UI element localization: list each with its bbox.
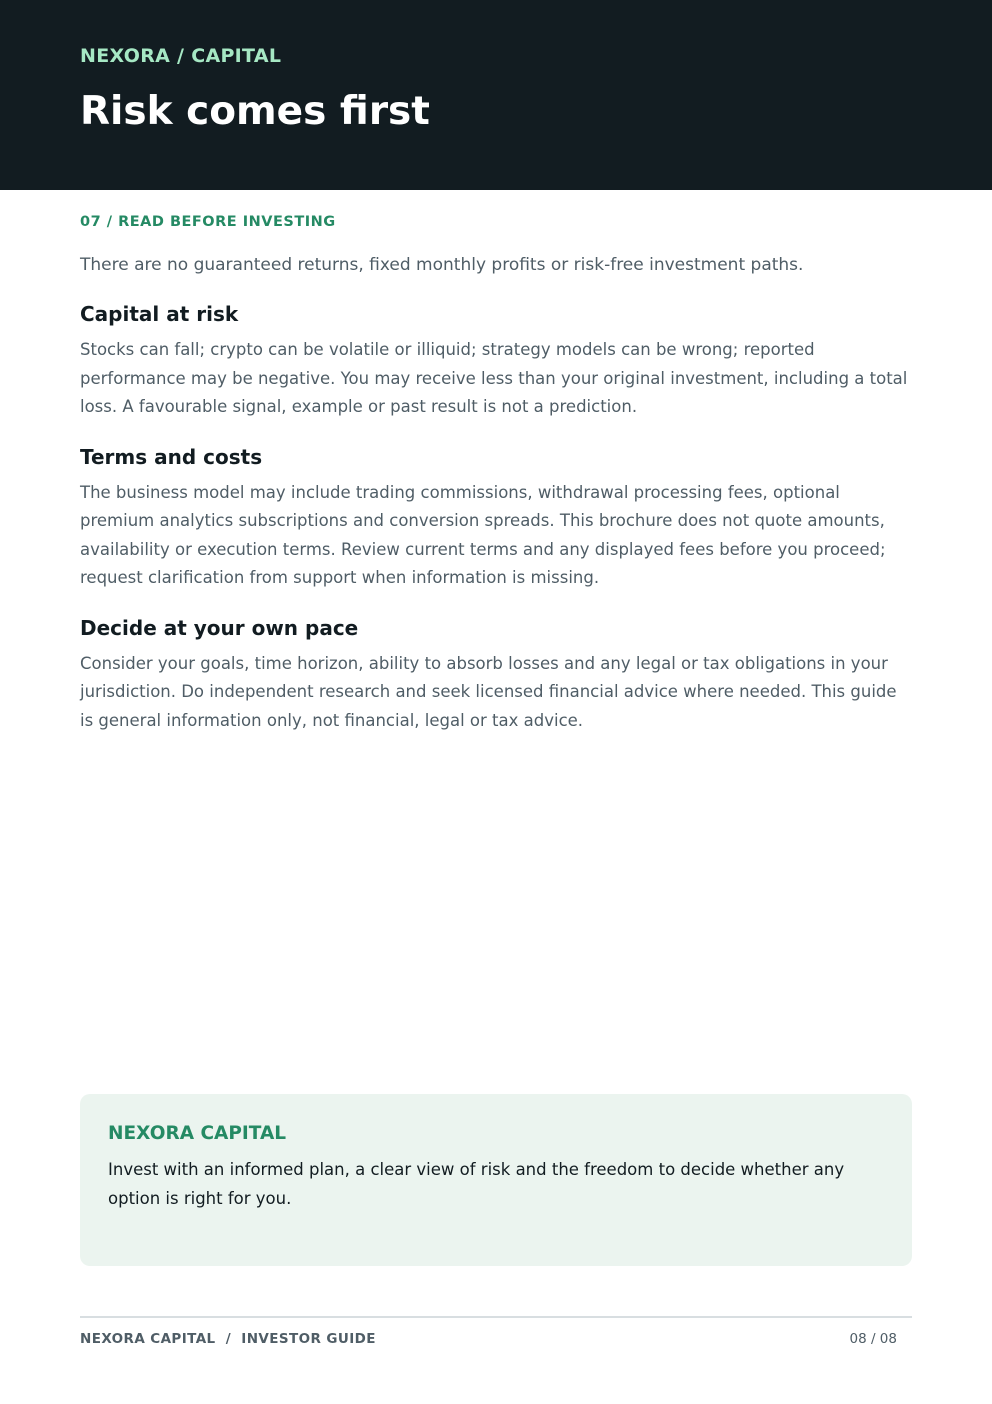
callout-title: NEXORA CAPITAL (108, 1123, 287, 1144)
footer-label: NEXORA CAPITAL / INVESTOR GUIDE (80, 1331, 376, 1347)
section-eyebrow: 07 / READ BEFORE INVESTING (80, 214, 336, 230)
brand-label: NEXORA / CAPITAL (80, 45, 282, 67)
body-decide-at-your-own-pace: Consider your goals, time horizon, ability to absorb losses and any legal or tax obligations in your jurisdiction. Do independent research and seek licensed financial advice where needed. This guide is general information only, not financial, legal or tax advice. (80, 653, 897, 730)
main-content (80, 212, 912, 735)
page-header (0, 0, 992, 190)
brand-callout-box (80, 1094, 912, 1266)
heading-decide-at-your-own-pace: Decide at your own pace (80, 615, 359, 640)
heading-terms-and-costs: Terms and costs (80, 444, 263, 469)
callout-text: Invest with an informed plan, a clear view of risk and the freedom to decide whether any option is right for you. (108, 1160, 845, 1208)
lead-paragraph: There are no guaranteed returns, fixed monthly profits or risk-free investment paths. (80, 255, 804, 275)
body-terms-and-costs: The business model may include trading commissions, withdrawal processing fees, optional premium analytics subscriptions and conversion spreads. This brochure does not quote amounts, availability or execution terms. Review current terms and any displayed fees before you proceed; request clarification from support when information is missing. (80, 482, 886, 587)
page-number: 08 / 08 (849, 1331, 897, 1347)
heading-capital-at-risk: Capital at risk (80, 302, 239, 326)
page-title: Risk comes first (80, 89, 430, 134)
footer-divider (80, 1316, 912, 1318)
body-capital-at-risk: Stocks can fall; crypto can be volatile or illiquid; strategy models can be wrong; reported performance may be negative. You may receive less than your original investment, including a total loss. A favourable signal, example or past result is not a prediction. (80, 340, 908, 416)
